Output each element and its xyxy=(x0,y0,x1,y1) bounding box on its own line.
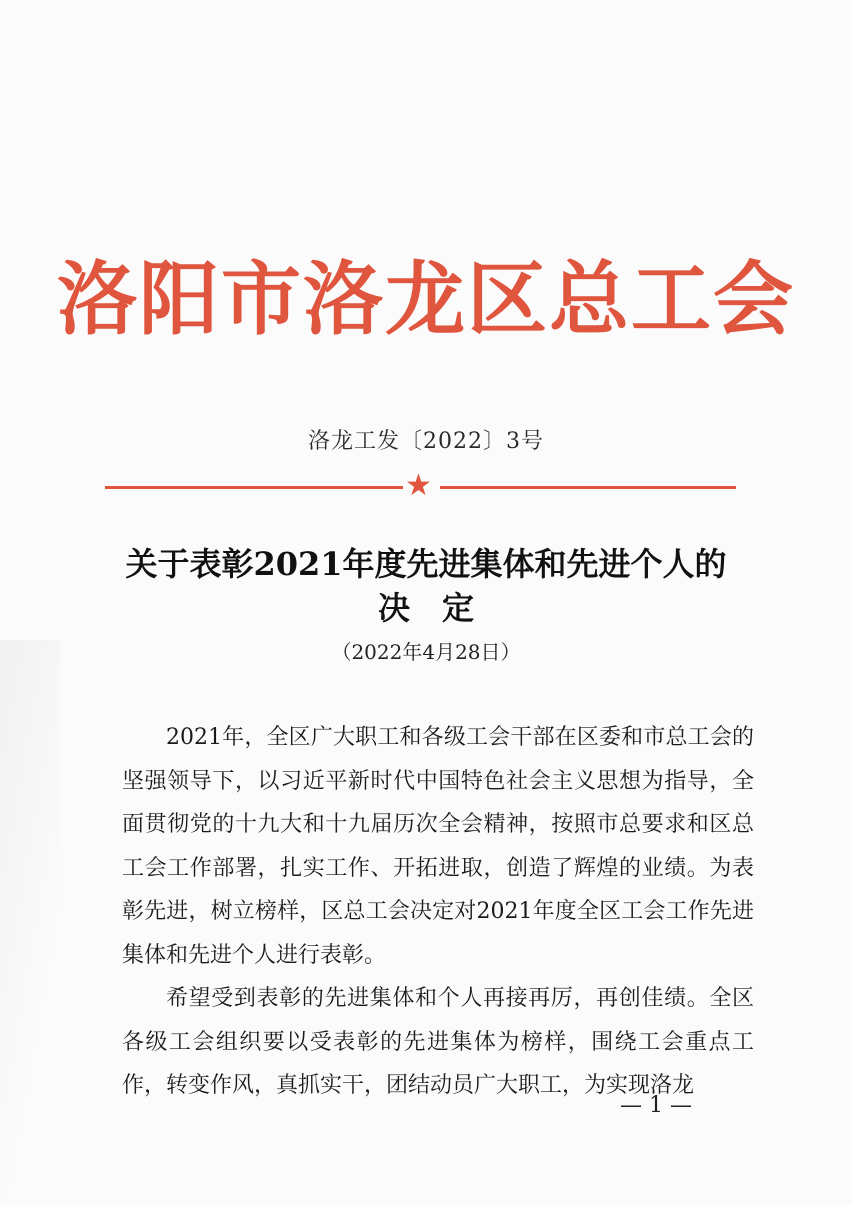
body-paragraph-1: 2021年，全区广大职工和各级工会干部在区委和市总工会的坚强领导下，以习近平新时代中国特色社会主义思想为指导，全面贯彻党的十九大和十九届历次全会精神，按照市总要求和区总工会工作部署，扎实工作、开拓进取，创造了辉煌的业绩。为表彰先进，树立榜样，区总工会决定对2021年度全区工会工作先进集体和先进个人进行表彰。 xyxy=(122,725,754,968)
scan-shadow xyxy=(0,640,60,1200)
document-body xyxy=(122,716,754,1108)
body-paragraph-2: 希望受到表彰的先进集体和个人再接再厉，再创佳绩。全区各级工会组织要以受表彰的先进集体为榜样，围绕工会重点工作，转变作风，真抓实干，团结动员广大职工，为实现洛龙 xyxy=(122,986,754,1098)
title-line-2: 决 定 xyxy=(377,589,474,627)
document-title xyxy=(0,542,852,630)
red-separator-right xyxy=(440,486,736,489)
org-masthead: 洛阳市洛龙区总工会 xyxy=(57,252,795,346)
page-number: — 1 — xyxy=(620,1093,692,1118)
star-icon: ★ xyxy=(405,468,432,503)
red-separator-left xyxy=(105,486,403,489)
title-line-1: 关于表彰2021年度先进集体和先进个人的 xyxy=(125,545,727,583)
document-number: 洛龙工发〔2022〕3号 xyxy=(308,429,544,454)
document-date: （2022年4月28日） xyxy=(331,640,521,664)
